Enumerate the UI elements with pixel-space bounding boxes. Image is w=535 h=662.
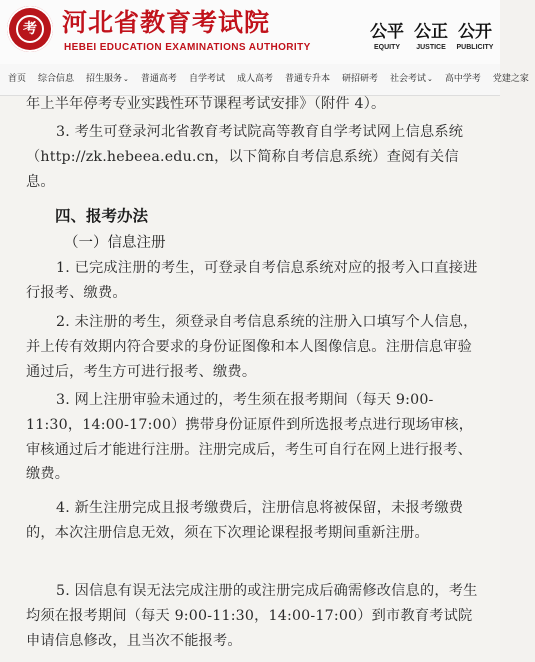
- slogan-group: [368, 22, 494, 51]
- nav-item-self-study-exam[interactable]: [183, 64, 231, 95]
- nav-item-gaokao[interactable]: [135, 64, 183, 95]
- nav-item-adult-exam[interactable]: [231, 64, 279, 95]
- paragraph-info-system: 3. 考生可登录河北省教育考试院高等教育自学考试网上信息系统（http://zk.hebeea.edu.cn，以下简称自考信息系统）查阅有关信息。: [26, 124, 464, 190]
- site-title: 河北省教育考试院: [62, 8, 271, 37]
- slogan-glyph: 公正: [414, 22, 448, 42]
- nav-item-high-school-exam[interactable]: [439, 64, 487, 95]
- slogan-label: PUBLICITY: [456, 44, 494, 51]
- nav-item-label: 招生服务: [86, 74, 123, 84]
- nav-item-general-info[interactable]: [32, 64, 80, 95]
- site-header: [0, 0, 500, 65]
- slogan-label: EQUITY: [373, 44, 401, 51]
- nav-item-postgrad-exam[interactable]: [336, 64, 384, 95]
- nav-item-social-exam[interactable]: [384, 64, 439, 95]
- paragraph-continuation: 年上半年停考专业实践性环节课程考试安排》（附件 4）。: [26, 96, 386, 112]
- paragraph-registered: 1. 已完成注册的考生，可登录自考信息系统对应的报考入口直接进行报考、缴费。: [26, 260, 478, 301]
- nav-item-label: 研招研考: [341, 74, 378, 84]
- chevron-down-icon: ⌄: [123, 75, 129, 83]
- nav-item-label: 自学考试: [188, 74, 225, 84]
- slogan-publicity: [456, 22, 494, 51]
- slogan-justice: [412, 22, 450, 51]
- nav-item-admission-service[interactable]: [80, 64, 135, 95]
- nav-item-label: 首页: [8, 74, 27, 84]
- nav-item-label: 党建之家: [492, 74, 529, 84]
- slogan-label: JUSTICE: [416, 44, 446, 51]
- nav-item-label: 社会考试: [390, 74, 427, 84]
- subsection-heading: （一）信息注册: [64, 235, 166, 251]
- slogan-glyph: 公平: [370, 22, 404, 42]
- nav-item-label: 高中学考: [444, 74, 481, 84]
- paragraph-unregistered: 2. 未注册的考生，须登录自考信息系统的注册入口填写个人信息，并上传有效期内符合要求的身份证图像和本人图像信息。注册信息审验通过后，考生方可进行报考、缴费。: [26, 314, 478, 380]
- nav-item-party-home[interactable]: [487, 64, 535, 95]
- nav-item-upgrade-exam[interactable]: [279, 64, 336, 95]
- section-heading: 四、报考办法: [55, 207, 149, 225]
- paragraph-modify-info: 5. 因信息有误无法完成注册的或注册完成后确需修改信息的，考生均须在报考期间（每天 9:00-11:30，14:00-17:00）到市教育考试院申请信息修改，且当次不能报考。: [26, 583, 478, 649]
- slogan-glyph: 公开: [458, 22, 492, 42]
- paragraph-review-failed: 3. 网上注册审验未通过的，考生须在报考期间（每天 9:00-11:30，14:00-17:00）携带身份证原件到所选报考点进行现场审核，审核通过后才能进行注册。注册完成后，考生可自行在网上进行报考、缴费。: [26, 392, 474, 483]
- hebeea-logo[interactable]: 考: [7, 6, 53, 52]
- nav-item-label: 综合信息: [38, 74, 75, 84]
- nav-item-home[interactable]: [0, 64, 32, 95]
- slogan-equity: [368, 22, 406, 51]
- nav-item-label: 普通专升本: [284, 74, 330, 84]
- document-content: [0, 96, 500, 662]
- paragraph-new-student: 4. 新生注册完成且报考缴费后，注册信息将被保留，未报考缴费的，本次注册信息无效，须在下次理论课程报考期间重新注册。: [26, 500, 464, 541]
- nav-item-label: 成人高考: [236, 74, 273, 84]
- site-title-en: HEBEI EDUCATION EXAMINATIONS AUTHORITY: [64, 42, 311, 53]
- nav-item-label: 普通高考: [140, 74, 177, 84]
- chevron-down-icon: ⌄: [427, 75, 433, 83]
